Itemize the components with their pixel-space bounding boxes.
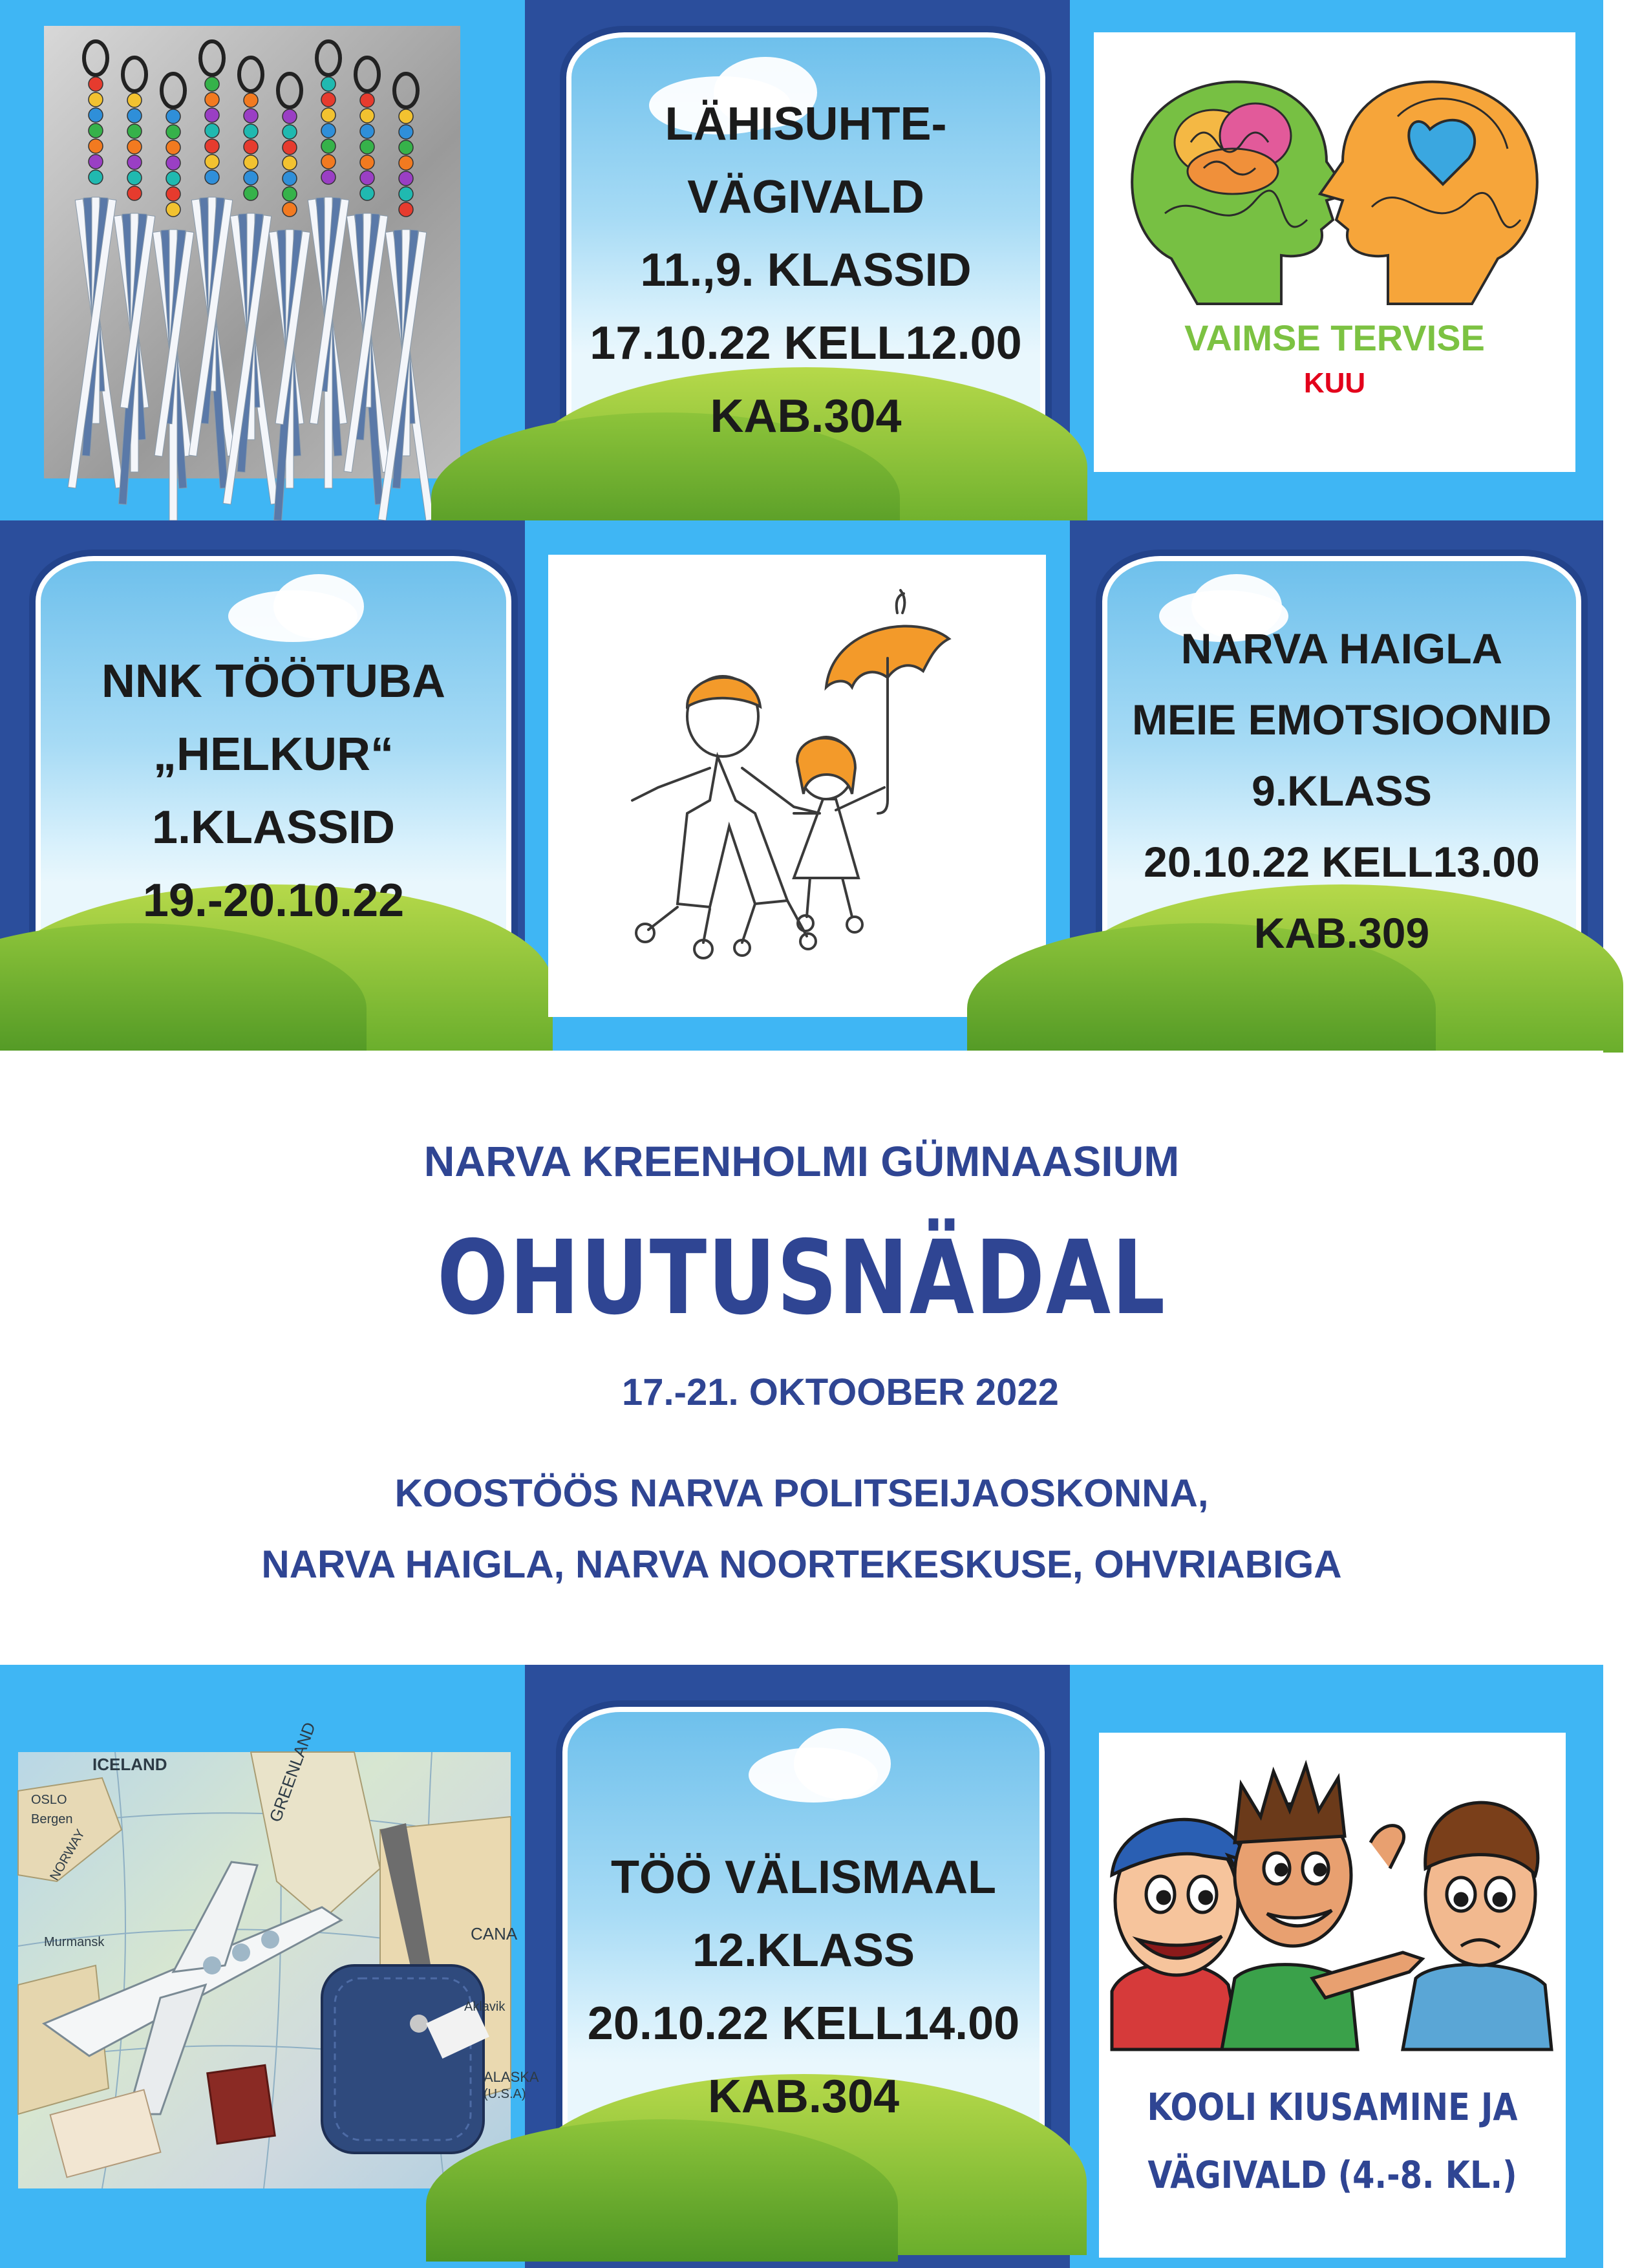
event-line: 20.10.22 KELL13.00 [1144, 838, 1540, 886]
logo-line-1: VAIMSE TERVISE [1184, 317, 1485, 358]
travel-map-drawing [18, 1719, 539, 2188]
event-line: 9.KLASS [1252, 767, 1432, 815]
event-dates: 17.-21. OKTOOBER 2022 [622, 1371, 1059, 1413]
event-title: OHUTUSNÄDAL [437, 1219, 1166, 1338]
event-line: KAB.309 [1253, 909, 1430, 957]
event-line: 12.KLASS [692, 1925, 915, 1976]
event-line: 19.-20.10.22 [142, 875, 405, 926]
bullying-cartoon-drawing [1099, 1746, 1566, 2049]
partners-line-1: KOOSTÖÖS NARVA POLITSEIJAOSKONNA, [394, 1471, 1209, 1515]
kids-umbrella-drawing [548, 555, 1046, 1017]
map-label-norway: NORWAY [47, 1826, 89, 1883]
event-line: VÄGIVALD [687, 171, 924, 223]
event-line: KAB.304 [710, 390, 902, 442]
event-text-helkur-workshop [41, 645, 506, 937]
event-line: 17.10.22 KELL12.00 [590, 317, 1022, 369]
bullying-line-1: KOOLI KIUSAMINE JA [1147, 2085, 1518, 2129]
school-name: NARVA KREENHOLMI GÜMNAASIUM [423, 1137, 1180, 1185]
map-label-bergen: Bergen [31, 1812, 73, 1826]
map-label-iceland: ICELAND [92, 1755, 167, 1774]
event-tile-emotions [1102, 556, 1581, 1025]
event-line: LÄHISUHTE- [665, 98, 947, 150]
event-tile-helkur-workshop [36, 556, 511, 1025]
event-line: NNK TÖÖTUBA [101, 656, 445, 707]
partners-line-2: NARVA HAIGLA, NARVA NOORTEKESKUSE, OHVRIABIGA [261, 1543, 1342, 1586]
event-tile-domestic-violence [566, 32, 1045, 495]
kids-umbrella-illustration [548, 555, 1046, 1017]
event-tile-work-abroad [562, 1707, 1045, 2218]
map-label-murmansk: Murmansk [44, 1935, 105, 1949]
event-line: 11.,9. KLASSID [640, 244, 972, 296]
reflector-keychains-drawing [44, 26, 460, 478]
event-line: 20.10.22 KELL14.00 [587, 1998, 1020, 2049]
event-line: MEIE EMOTSIOONID [1131, 696, 1552, 744]
event-line: „HELKUR“ [153, 729, 394, 780]
map-label-canada: CANA [471, 1924, 518, 1943]
event-text-emotions [1107, 613, 1576, 968]
map-label-usa: (U.S.A) [484, 2087, 526, 2101]
map-label-oslo: OSLO [31, 1793, 67, 1807]
event-line: TÖÖ VÄLISMAAL [611, 1852, 996, 1903]
event-line: 1.KLASSID [151, 802, 396, 853]
event-text-domestic-violence [571, 88, 1040, 453]
bullying-panel [1099, 1733, 1566, 2258]
event-text-work-abroad [568, 1841, 1040, 2134]
bullying-line-2: VÄGIVALD (4.-8. KL.) [1147, 2153, 1517, 2197]
reflector-keychains-photo [44, 26, 460, 478]
two-heads-icon [1094, 45, 1575, 330]
event-line: NARVA HAIGLA [1180, 625, 1503, 672]
map-label-aklavik: Aklavik [464, 2000, 506, 2014]
travel-map-photo [18, 1719, 539, 2188]
map-label-greenland: GREENLAND [265, 1719, 319, 1825]
map-label-alaska: ALASKA [484, 2069, 539, 2085]
event-line: KAB.304 [707, 2071, 900, 2123]
mental-health-month-logo [1094, 32, 1575, 472]
logo-line-2: KUU [1303, 367, 1366, 399]
